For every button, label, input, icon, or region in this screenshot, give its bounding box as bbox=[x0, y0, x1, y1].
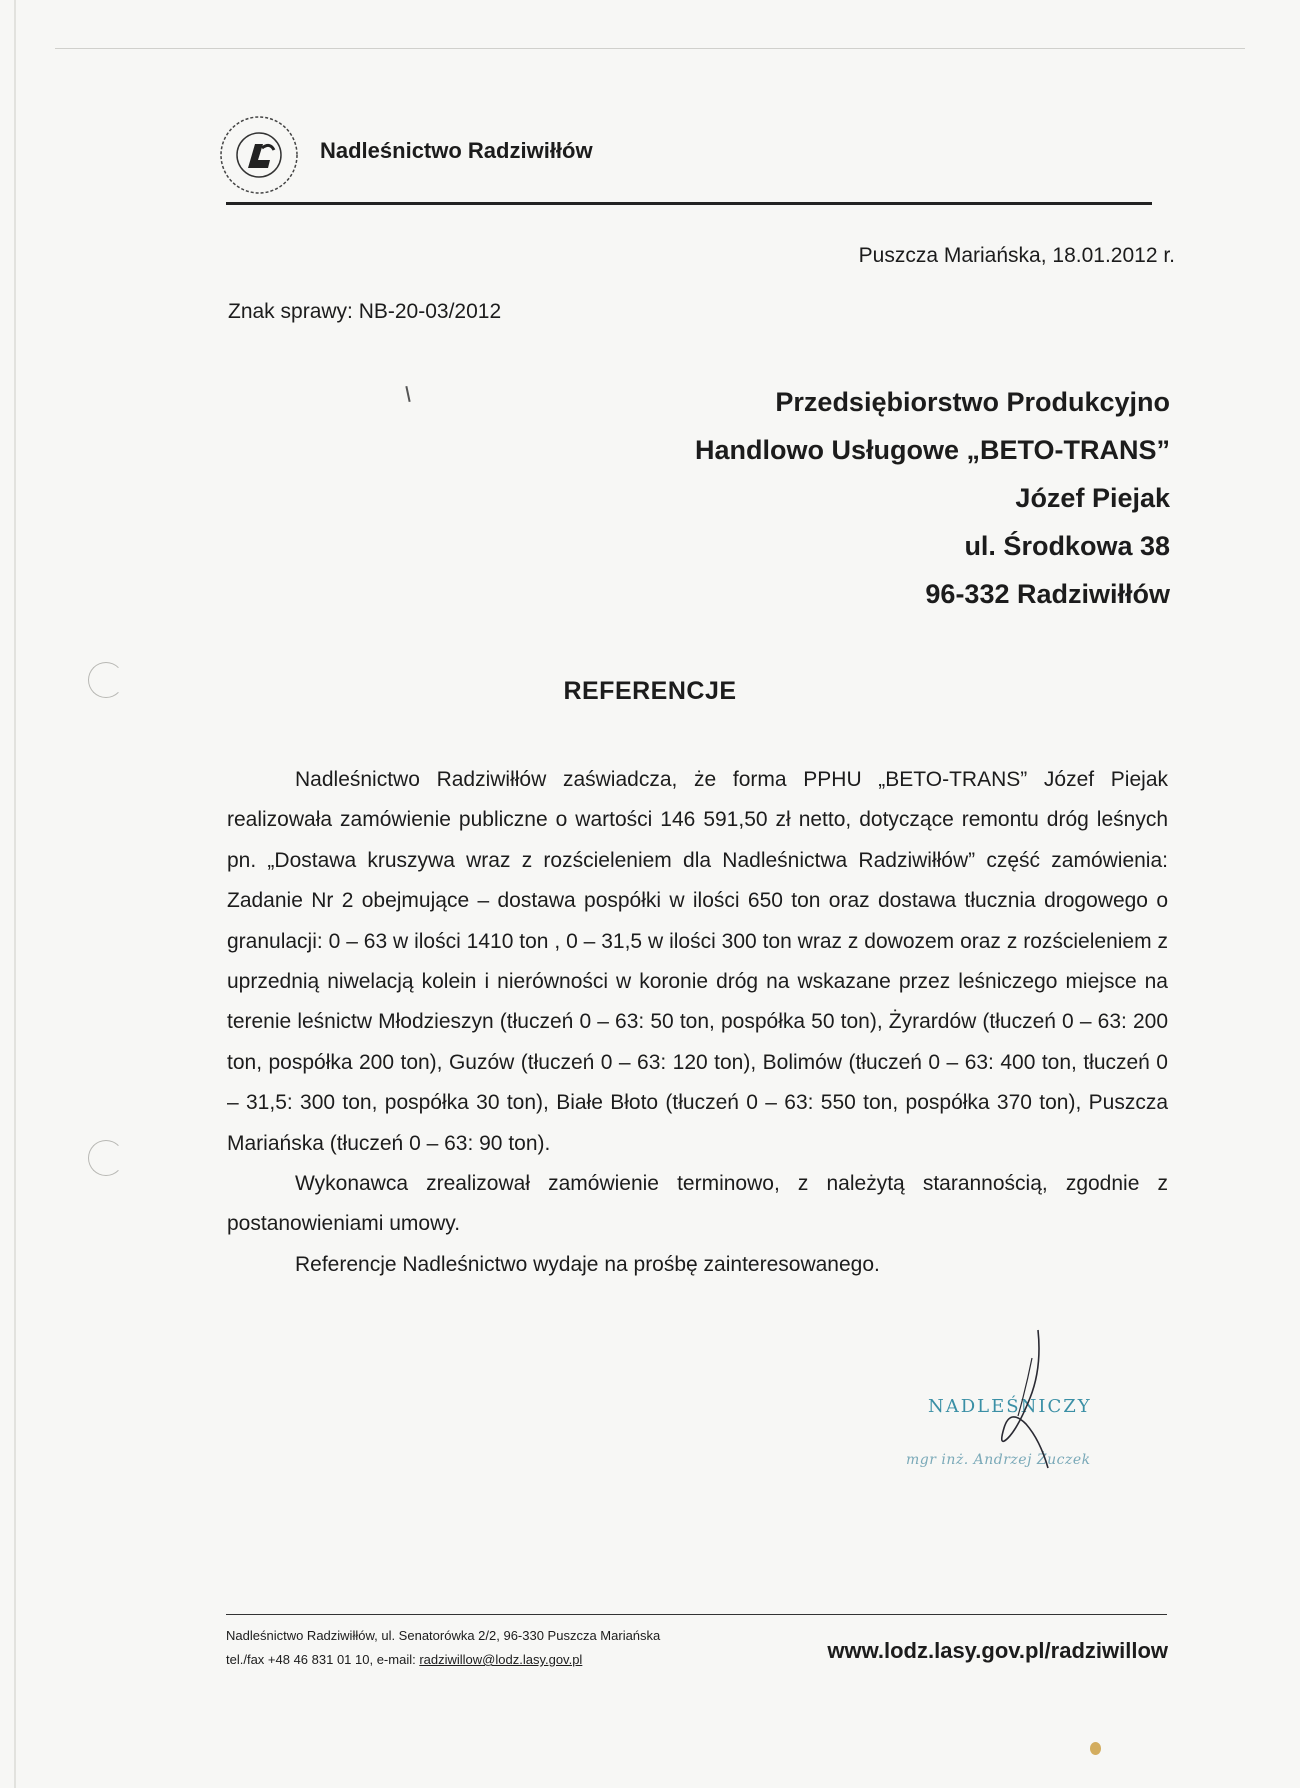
footer-contact bbox=[226, 1624, 660, 1672]
header-divider bbox=[226, 202, 1152, 205]
case-number: Znak sprawy: NB-20-03/2012 bbox=[228, 300, 502, 323]
body-paragraph: Referencje Nadleśnictwo wydaje na prośbę zainteresowanego. bbox=[295, 1252, 880, 1276]
stamp-title: NADLEŚNICZY bbox=[928, 1396, 1092, 1417]
body-paragraph: Nadleśnictwo Radziwiłłów zaświadcza, że forma PPHU „BETO-TRANS” Józef Piejak realizowała zamówienie publiczne o wartości 146 591,50 zł netto, dotyczące remontu dróg leśnych pn. „Dostawa kruszywa wraz z rozścieleniem dla Nadleśnictwa Radziwiłłów” część zamówienia: Zadanie Nr 2 obejmujące – dostawa pospółki w ilości 650 ton oraz dostawa tłucznia drogowego o granulacji: 0 – 63 w ilości 1410 ton , 0 – 31,5 w ilości 300 ton wraz z dowozem oraz z rozścieleniem z uprzednią niwelacją kolein i nierówności w koronie dróg na wskazane przez leśniczego miejsce na terenie leśnictw Młodzieszyn (tłuczeń 0 – 63: 50 ton, pospółka 50 ton), Żyrardów (tłuczeń 0 – 63: 200 ton, pospółka 200 ton), Guzów (tłuczeń 0 – 63: 120 ton), Bolimów (tłuczeń 0 – 63: 400 ton, tłuczeń 0 – 31,5: 300 ton, pospółka 30 ton), Białe Błoto (tłuczeń 0 – 63: 550 ton, pospółka 370 ton), Puszcza Mariańska (tłuczeń 0 – 63: 90 ton). bbox=[227, 768, 1168, 1155]
footer-address: Nadleśnictwo Radziwiłłów, ul. Senatorówka 2/2, 96-330 Puszcza Mariańska bbox=[226, 1628, 661, 1643]
paper-stain bbox=[1090, 1742, 1101, 1755]
lasy-panstwowe-logo bbox=[218, 114, 300, 196]
document-title: REFERENCJE bbox=[563, 677, 737, 705]
body-paragraph: Wykonawca zrealizował zamówienie terminowo, z należytą starannością, zgodnie z postanowieniami umowy. bbox=[227, 1172, 1168, 1236]
handwritten-signature bbox=[900, 1328, 1060, 1478]
recipient-line: ul. Środkowa 38 bbox=[964, 531, 1170, 561]
footer-website-link[interactable]: www.lodz.lasy.gov.pl/radziwillow bbox=[827, 1638, 1168, 1663]
stray-mark bbox=[405, 386, 410, 402]
recipient-line: 96-332 Radziwiłłów bbox=[925, 579, 1170, 609]
stamp-name: mgr inż. Andrzej Żuczek bbox=[906, 1452, 1091, 1468]
footer-phone-email bbox=[226, 1648, 660, 1672]
punch-hole-shadow bbox=[88, 1140, 124, 1176]
footer-divider bbox=[226, 1614, 1167, 1615]
letter-body bbox=[227, 760, 1168, 1285]
official-stamp bbox=[900, 1328, 1240, 1478]
recipient-line: Przedsiębiorstwo Produkcyjno bbox=[775, 387, 1170, 417]
recipient-line: Józef Piejak bbox=[1015, 483, 1170, 513]
place-and-date: Puszcza Mariańska, 18.01.2012 r. bbox=[858, 244, 1175, 267]
organization-name: Nadleśnictwo Radziwiłłów bbox=[320, 138, 593, 163]
scan-edge-left bbox=[14, 0, 16, 1788]
footer-email-link[interactable]: radziwillow@lodz.lasy.gov.pl bbox=[419, 1652, 583, 1667]
footer-phone: tel./fax +48 46 831 01 10, e-mail: bbox=[226, 1652, 420, 1667]
recipient-address-block bbox=[695, 378, 1170, 618]
scan-edge bbox=[55, 48, 1245, 49]
recipient-line: Handlowo Usługowe „BETO-TRANS” bbox=[694, 435, 1170, 465]
